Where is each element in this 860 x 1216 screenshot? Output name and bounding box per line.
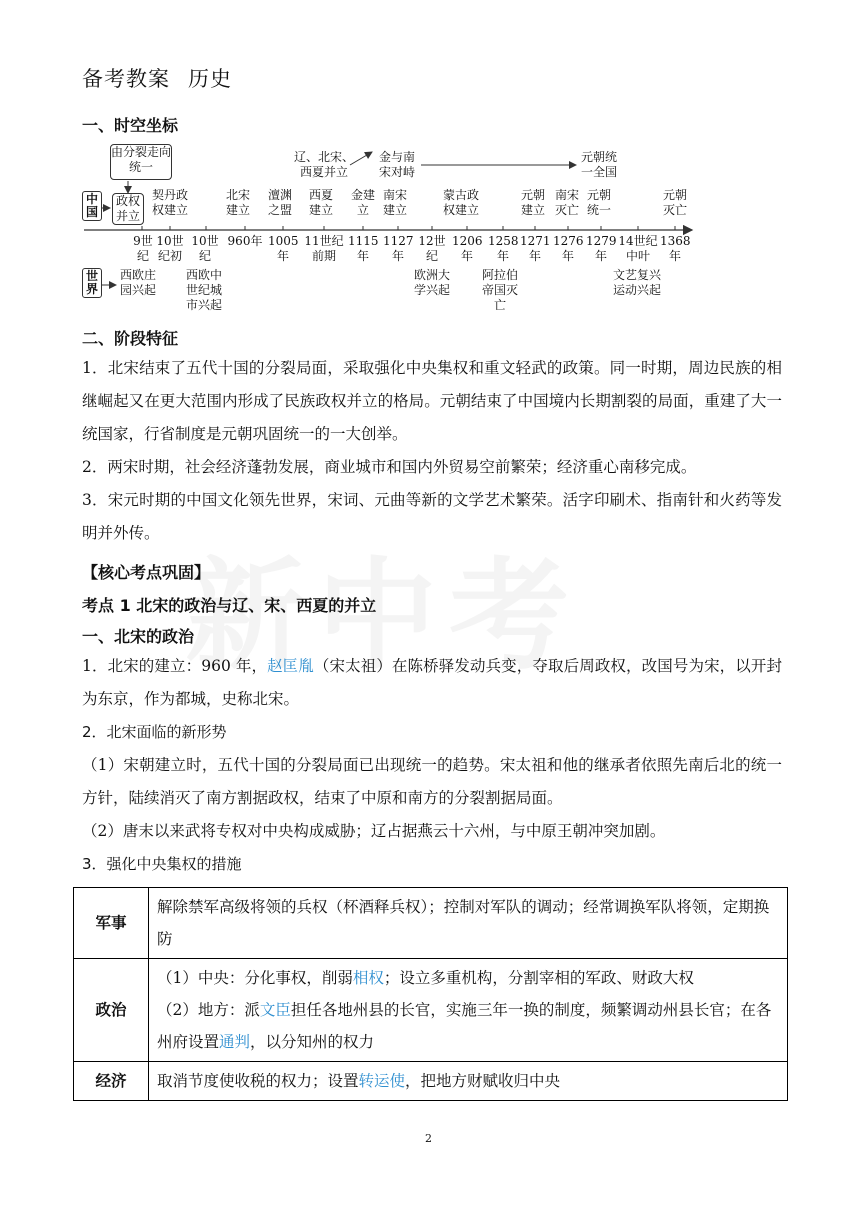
point2-title: 2．北宋面临的新形势 — [82, 723, 227, 741]
row-content: 取消节度使收税的权力；设置转运使，把地方财赋收归中央 — [149, 1062, 788, 1101]
world-event: 文艺复兴运动兴起 — [612, 268, 661, 297]
span-song-jin: 金与南宋对峙 — [378, 150, 415, 179]
china-event: 北宋建立 — [225, 188, 250, 217]
date-label: 12世纪 — [418, 234, 446, 263]
section1-title: 一、时空坐标 — [82, 116, 179, 135]
feature-2: 2．两宋时期，社会经济蓬勃发展，商业城市和国内外贸易空前繁荣；经济重心南移完成。 — [82, 458, 697, 476]
timeline-diagram — [80, 138, 710, 318]
row-content: （1）中央：分化事权，削弱相权；设立多重机构，分割宰相的军政、财政大权 （2）地方：派文臣担任各地州县的长官，实施三年一换的制度，频繁调动州县长官；在各州府设置通判，以分知州的权力 — [149, 959, 788, 1062]
span-parallel: 辽、北宋、西夏并立 — [294, 150, 355, 179]
row-label: 经济 — [74, 1062, 149, 1101]
kaodian1-title: 考点 1 北宋的政治与辽、宋、西夏的并立 — [82, 596, 377, 615]
china-event: 契丹政权建立 — [151, 188, 188, 217]
point3-title: 3．强化中央集权的措施 — [82, 855, 242, 873]
date-label: 1276年 — [553, 234, 584, 263]
date-label: 1271年 — [520, 234, 551, 263]
world-event: 欧洲大学兴起 — [413, 268, 450, 297]
row-content: 解除禁军高级将领的兵权（杯酒释兵权）；控制对军队的调动；经常调换军队将领，定期换防 — [149, 888, 788, 959]
page-header — [82, 63, 232, 93]
table-row — [74, 888, 788, 959]
china-event: 澶渊之盟 — [267, 188, 292, 217]
china-event: 南宋灭亡 — [554, 188, 579, 217]
box-parallel: 政权并立 — [112, 193, 144, 225]
box-unify: 由分裂走向统一 — [110, 144, 172, 180]
table-row — [74, 959, 788, 1062]
date-label: 10世纪初 — [156, 234, 184, 263]
core-title: 【核心考点巩固】 — [82, 563, 211, 582]
date-label: 1206年 — [452, 234, 483, 263]
header-title: 备考教案 — [82, 67, 170, 91]
table-row — [74, 1062, 788, 1101]
date-label: 1368年 — [660, 234, 691, 263]
date-label: 1258年 — [488, 234, 519, 263]
date-label: 1005年 — [268, 234, 299, 263]
point1: 1．北宋的建立：960 年，赵匡胤（宋太祖）在陈桥驿发动兵变，夺取后周政权，改国号为宋，以开封为东京，作为都城，史称北宋。 — [82, 657, 782, 708]
date-label: 10世纪 — [191, 234, 219, 263]
sub1-title: 一、北宋的政治 — [82, 627, 195, 646]
row-label: 政治 — [74, 959, 149, 1062]
china-event: 南宋建立 — [382, 188, 407, 217]
world-label: 世界 — [82, 268, 102, 298]
china-event: 金建立 — [350, 188, 375, 217]
feature-1: 1．北宋结束了五代十国的分裂局面，采取强化中央集权和重文轻武的政策。同一时期，周边民族的相继崛起又在更大范围内形成了民族政权并立的格局。元朝结束了中国境内长期割裂的局面，重建了大一统国家，行省制度是元朝巩固统一的一大创举。 — [82, 359, 782, 443]
highlight-zhao: 赵匡胤 — [267, 657, 314, 675]
china-event: 蒙古政权建立 — [442, 188, 479, 217]
china-event: 西夏建立 — [308, 188, 333, 217]
point2-p1: （1）宋朝建立时，五代十国的分裂局面已出现统一的趋势。宋太祖和他的继承者依照先南后北的统一方针，陆续消灭了南方割据政权，结束了中原和南方的分裂割据局面。 — [82, 756, 782, 807]
page-number: 2 — [425, 1132, 432, 1145]
point2-p2: （2）唐末以来武将专权对中央构成威胁；辽占据燕云十六州，与中原王朝冲突加剧。 — [82, 822, 666, 840]
section2-title: 二、阶段特征 — [82, 329, 179, 348]
china-label: 中国 — [82, 191, 102, 221]
highlight-tongpan: 通判 — [219, 1033, 251, 1051]
highlight-wenchen: 文臣 — [259, 1001, 291, 1019]
date-label: 11世纪前期 — [304, 234, 344, 263]
china-event: 元朝灭亡 — [662, 188, 687, 217]
row-label: 军事 — [74, 888, 149, 959]
span-yuan: 元朝统一全国 — [580, 150, 617, 179]
world-event: 阿拉伯帝国灭亡 — [481, 268, 518, 312]
highlight-zhuanyunshi: 转运使 — [358, 1072, 406, 1090]
date-label: 1279年 — [586, 234, 617, 263]
feature-3: 3．宋元时期的中国文化领先世界，宋词、元曲等新的文学艺术繁荣。活字印刷术、指南针和火药等发明并外传。 — [82, 491, 782, 542]
date-label: 1127年 — [383, 234, 414, 263]
date-label: 1115年 — [348, 234, 379, 263]
world-event: 西欧庄园兴起 — [119, 268, 156, 297]
date-label: 9世纪 — [133, 234, 153, 263]
date-label: 14世纪中叶 — [618, 234, 658, 263]
highlight-xiangquan: 相权 — [352, 969, 384, 987]
header-subject: 历史 — [188, 67, 232, 91]
china-event: 元朝统一 — [586, 188, 611, 217]
world-event: 西欧中世纪城市兴起 — [185, 268, 222, 312]
measures-table — [73, 887, 788, 1101]
china-event: 元朝建立 — [520, 188, 545, 217]
date-label: 960年 — [227, 234, 263, 248]
